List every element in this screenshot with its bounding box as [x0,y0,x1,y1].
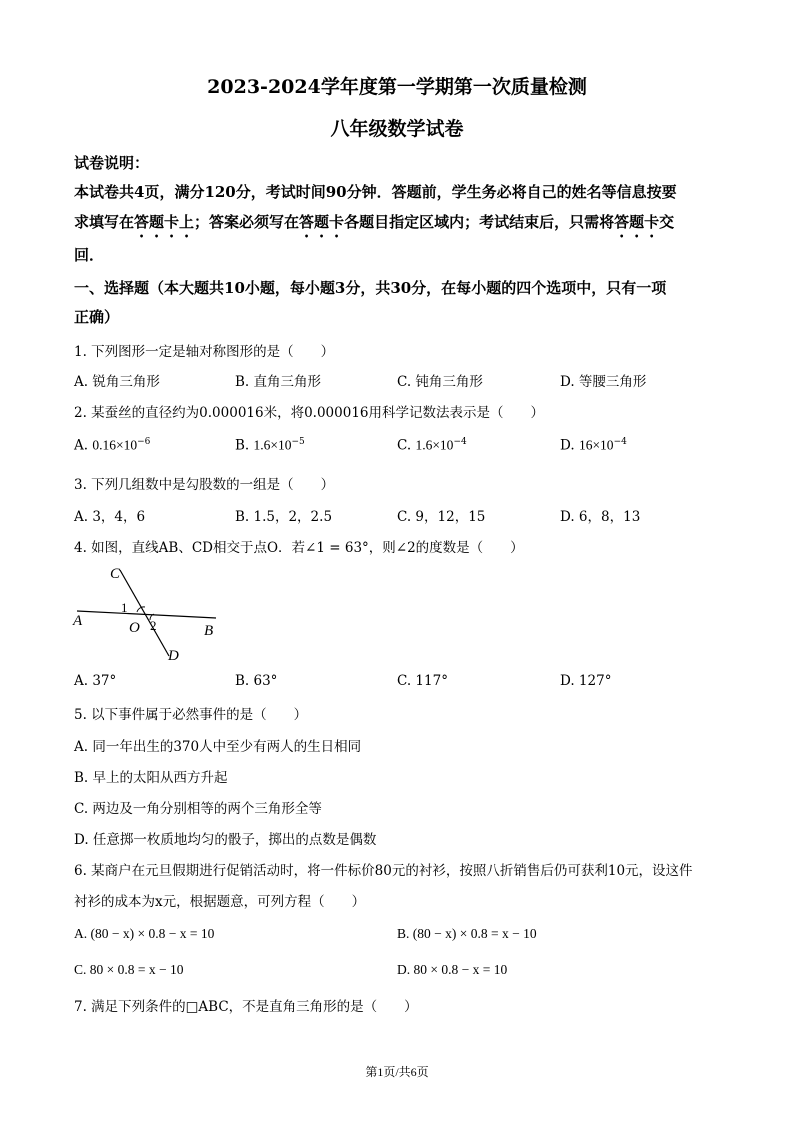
intersecting-lines-figure [70,562,230,667]
q1-option-a: A. 锐角三角形 [74,374,160,390]
question-7-stem: 7. 满足下列条件的□ABC，不是直角三角形的是（ ） [74,999,418,1015]
q4-option-b: B. 63° [235,673,278,689]
q3-option-d: D. 6，8，13 [560,509,641,525]
q2-option-d: D. $16\times 10^{-4}$ [560,437,627,454]
q2-option-b: B. $1.6\times 10^{-5}$ [235,437,305,454]
q5-option-d: D. 任意掷一枚质地均匀的骰子，掷出的点数是偶数 [74,832,377,848]
question-5-stem: 5. 以下事件属于必然事件的是（ ） [74,707,308,723]
question-4-stem: 4. 如图，直线AB、CD相交于点O．若∠1 = 63°，则∠2的度数是（ ） [74,540,524,556]
q6-option-a: A. (80 − x) × 0.8 − x = 10 [74,926,215,941]
section-1-heading-cont: 正确） [74,308,120,326]
q1-option-b: B. 直角三角形 [235,374,322,390]
q5-option-b: B. 早上的太阳从西方升起 [74,770,228,786]
label-o: O [129,620,140,636]
instructions-line-2: 求填写在答题卡上；答案必须写在答题卡各题目指定区域内；考试结束后，只需将答题卡交 [74,213,675,231]
q3-option-b: B. 1.5，2，2.5 [235,509,333,525]
instructions-line-3: 回． [74,246,105,264]
question-3-stem: 3. 下列几组数中是勾股数的一组是（ ） [74,477,335,493]
label-a: A [73,613,83,629]
q4-option-d: D. 127° [560,673,612,689]
q5-option-c: C. 两边及一角分别相等的两个三角形全等 [74,801,322,817]
section-1-heading: 一、选择题（本大题共10小题，每小题3分，共30分，在每小题的四个选项中，只有一项 [74,279,667,297]
label-b: B [204,623,214,639]
page-title: 2023-2024学年度第一学期第一次质量检测 [207,76,587,98]
question-1-stem: 1. 下列图形一定是轴对称图形的是（ ） [74,344,335,360]
label-d: D [168,648,179,664]
question-6-stem-line-2: 衬衫的成本为x元，根据题意，可列方程（ ） [74,894,366,910]
q2-option-a: A. $0.16\times 10^{-6}$ [74,437,151,454]
instructions-heading: 试卷说明： [74,154,150,172]
question-2-stem: 2. 某蚕丝的直径约为0.000016米，将0.000016用科学记数法表示是（ ） [74,405,545,421]
label-angle-1: 1 [121,600,128,615]
q4-option-a: A. 37° [74,673,117,689]
label-c: C [110,566,121,582]
instructions-line-1: 本试卷共4页，满分120分，考试时间90分钟．答题前，学生务必将自己的姓名等信息按要 [74,183,677,201]
q1-option-c: C. 钝角三角形 [397,374,483,390]
q1-option-d: D. 等腰三角形 [560,374,647,390]
q6-option-d: D. 80 × 0.8 − x = 10 [397,962,508,977]
label-angle-2: 2 [150,618,157,633]
q5-option-a: A. 同一年出生的370人中至少有两人的生日相同 [74,739,362,755]
q6-option-c: C. 80 × 0.8 = x − 10 [74,962,184,977]
page-subtitle: 八年级数学试卷 [330,118,464,140]
q3-option-c: C. 9，12，15 [397,509,486,525]
q6-option-b: B. (80 − x) × 0.8 = x − 10 [397,926,537,941]
q2-option-c: C. $1.6\times 10^{-4}$ [397,437,467,454]
q4-option-c: C. 117° [397,673,448,689]
page-footer: 第1页/共6页 [365,1065,429,1079]
q3-option-a: A. 3，4，6 [74,509,146,525]
question-6-stem-line-1: 6. 某商户在元旦假期进行促销活动时，将一件标价80元的衬衫，按照八折销售后仍可获利10元，设这件 [74,863,693,879]
